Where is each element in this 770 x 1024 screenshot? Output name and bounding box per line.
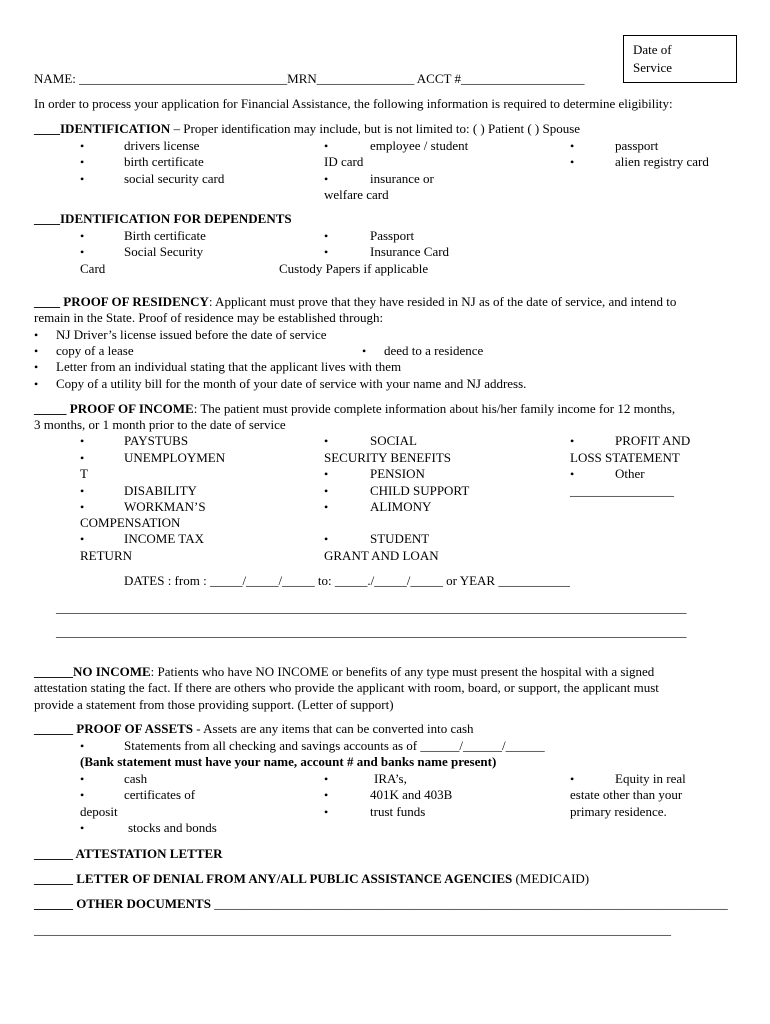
name-mrn-acct-line[interactable]: NAME: ________________________________MRN_______________ ACCT #___________________ xyxy=(34,71,585,86)
bullet xyxy=(34,327,38,343)
list-item: welfare card xyxy=(324,187,389,202)
list-item: WORKMAN’S xyxy=(124,499,206,514)
list-item: passport xyxy=(615,138,659,153)
bullet xyxy=(324,228,328,244)
list-item: GRANT AND LOAN xyxy=(324,548,439,563)
list-item: Equity in real xyxy=(615,771,686,786)
other-documents-blank-line[interactable]: __________________________________________________________________________________________________ xyxy=(34,922,671,937)
attestation-letter: ______ ATTESTATION LETTER xyxy=(34,846,223,861)
bullet xyxy=(570,154,574,170)
income-blank-line[interactable]: _________________________________________________________________________________________________ xyxy=(56,600,687,615)
list-item: copy of a lease xyxy=(56,343,134,358)
list-item: Custody Papers if applicable xyxy=(279,261,429,276)
other-documents[interactable]: ______ OTHER DOCUMENTS _______________________________________________________________________________ xyxy=(34,896,728,911)
bullet xyxy=(324,771,328,787)
dependents-heading: ____IDENTIFICATION FOR DEPENDENTS xyxy=(34,211,292,226)
list-item: drivers license xyxy=(124,138,200,153)
bank-statement-note: (Bank statement must have your name, account # and banks name present) xyxy=(80,754,497,769)
bullet xyxy=(570,138,574,154)
bullet xyxy=(80,450,84,466)
list-item: certificates of xyxy=(124,787,196,802)
list-item: INCOME TAX xyxy=(124,531,204,546)
list-item: cash xyxy=(124,771,148,786)
list-item: PENSION xyxy=(370,466,425,481)
bullet xyxy=(570,466,574,482)
list-item: Birth certificate xyxy=(124,228,206,243)
bullet xyxy=(80,771,84,787)
bullet xyxy=(324,499,328,515)
bullet xyxy=(324,466,328,482)
list-item: COMPENSATION xyxy=(80,515,181,530)
bullet xyxy=(80,499,84,515)
bullet xyxy=(80,244,84,260)
list-item: social security card xyxy=(124,171,225,186)
residency-text: remain in the State. Proof of residence may be established through: xyxy=(34,310,384,325)
bullet xyxy=(324,138,328,154)
bullet xyxy=(570,771,574,787)
income-blank-line[interactable]: _________________________________________________________________________________________________ xyxy=(56,624,687,639)
bullet xyxy=(34,376,38,392)
list-item: PAYSTUBS xyxy=(124,433,189,448)
list-item[interactable]: Statements from all checking and savings accounts as of ______/______/______ xyxy=(124,738,545,753)
list-item: Social Security xyxy=(124,244,204,259)
bullet xyxy=(324,531,328,547)
list-item: DISABILITY xyxy=(124,483,197,498)
list-item: IRA’s, xyxy=(374,771,407,786)
identification-heading: ____IDENTIFICATION – Proper identification may include, but is not limited to: ( ) Patient ( ) Spouse xyxy=(34,121,581,136)
list-item: primary residence. xyxy=(570,804,667,819)
list-item: insurance or xyxy=(370,171,434,186)
list-item: birth certificate xyxy=(124,154,204,169)
date-box-line2: Service xyxy=(633,60,672,75)
list-item: ALIMONY xyxy=(370,499,432,514)
bullet xyxy=(80,787,84,803)
assets-heading: ______ PROOF OF ASSETS - Assets are any items that can be converted into cash xyxy=(34,721,474,736)
list-item: 401K and 403B xyxy=(370,787,453,802)
list-item: Passport xyxy=(370,228,415,243)
bullet xyxy=(362,343,366,359)
income-dates-line[interactable]: DATES : from : _____/_____/_____ to: _____./_____/_____ or YEAR ___________ xyxy=(124,573,570,588)
bullet xyxy=(570,433,574,449)
list-item: Other xyxy=(615,466,645,481)
bullet xyxy=(80,820,84,836)
list-item: NJ Driver’s license issued before the date of service xyxy=(56,327,327,342)
list-item: UNEMPLOYMEN xyxy=(124,450,226,465)
no-income-heading: ______NO INCOME: Patients who have NO INCOME or benefits of any type must present the hospital with a signed xyxy=(34,664,655,679)
letter-of-denial: ______ LETTER OF DENIAL FROM ANY/ALL PUBLIC ASSISTANCE AGENCIES (MEDICAID) xyxy=(34,871,590,886)
bullet xyxy=(80,228,84,244)
bullet xyxy=(34,343,38,359)
other-income-blank[interactable]: ________________ xyxy=(570,483,674,498)
income-heading: _____ PROOF OF INCOME: The patient must provide complete information about his/her family income for 12 months, xyxy=(34,401,676,416)
bullet xyxy=(80,433,84,449)
no-income-text: provide a statement from those providing support. (Letter of support) xyxy=(34,697,394,712)
bullet xyxy=(34,359,38,375)
bullet xyxy=(80,531,84,547)
list-item: stocks and bonds xyxy=(128,820,217,835)
list-item: PROFIT AND xyxy=(615,433,691,448)
bullet xyxy=(324,171,328,187)
bullet xyxy=(324,787,328,803)
list-item: Card xyxy=(80,261,106,276)
income-text: 3 months, or 1 month prior to the date of service xyxy=(34,417,286,432)
list-item: employee / student xyxy=(370,138,469,153)
no-income-text: attestation stating the fact. If there are others who provide the applicant with room, board, or support, the applicant must xyxy=(34,680,659,695)
residency-heading: ____ PROOF OF RESIDENCY: Applicant must prove that they have resided in NJ as of the date of service, and intend to xyxy=(34,294,677,309)
list-item: T xyxy=(80,466,88,481)
bullet xyxy=(324,244,328,260)
list-item: RETURN xyxy=(80,548,132,563)
list-item: deposit xyxy=(80,804,118,819)
bullet xyxy=(80,738,84,754)
list-item: trust funds xyxy=(370,804,426,819)
bullet xyxy=(80,483,84,499)
list-item: alien registry card xyxy=(615,154,709,169)
list-item: Letter from an individual stating that the applicant lives with them xyxy=(56,359,402,374)
list-item: Copy of a utility bill for the month of your date of service with your name and NJ address. xyxy=(56,376,527,391)
bullet xyxy=(80,171,84,187)
list-item: STUDENT xyxy=(370,531,430,546)
list-item: ID card xyxy=(324,154,364,169)
list-item: Insurance Card xyxy=(370,244,450,259)
bullet xyxy=(324,804,328,820)
list-item: SOCIAL xyxy=(370,433,417,448)
list-item: SECURITY BENEFITS xyxy=(324,450,451,465)
list-item: deed to a residence xyxy=(384,343,484,358)
bullet xyxy=(80,154,84,170)
bullet xyxy=(324,483,328,499)
list-item: CHILD SUPPORT xyxy=(370,483,470,498)
date-box-line1: Date of xyxy=(633,42,672,57)
list-item: LOSS STATEMENT xyxy=(570,450,680,465)
bullet xyxy=(324,433,328,449)
bullet xyxy=(80,138,84,154)
list-item: estate other than your xyxy=(570,787,683,802)
intro-text: In order to process your application for Financial Assistance, the following information is required to determine eligibility: xyxy=(34,96,673,111)
